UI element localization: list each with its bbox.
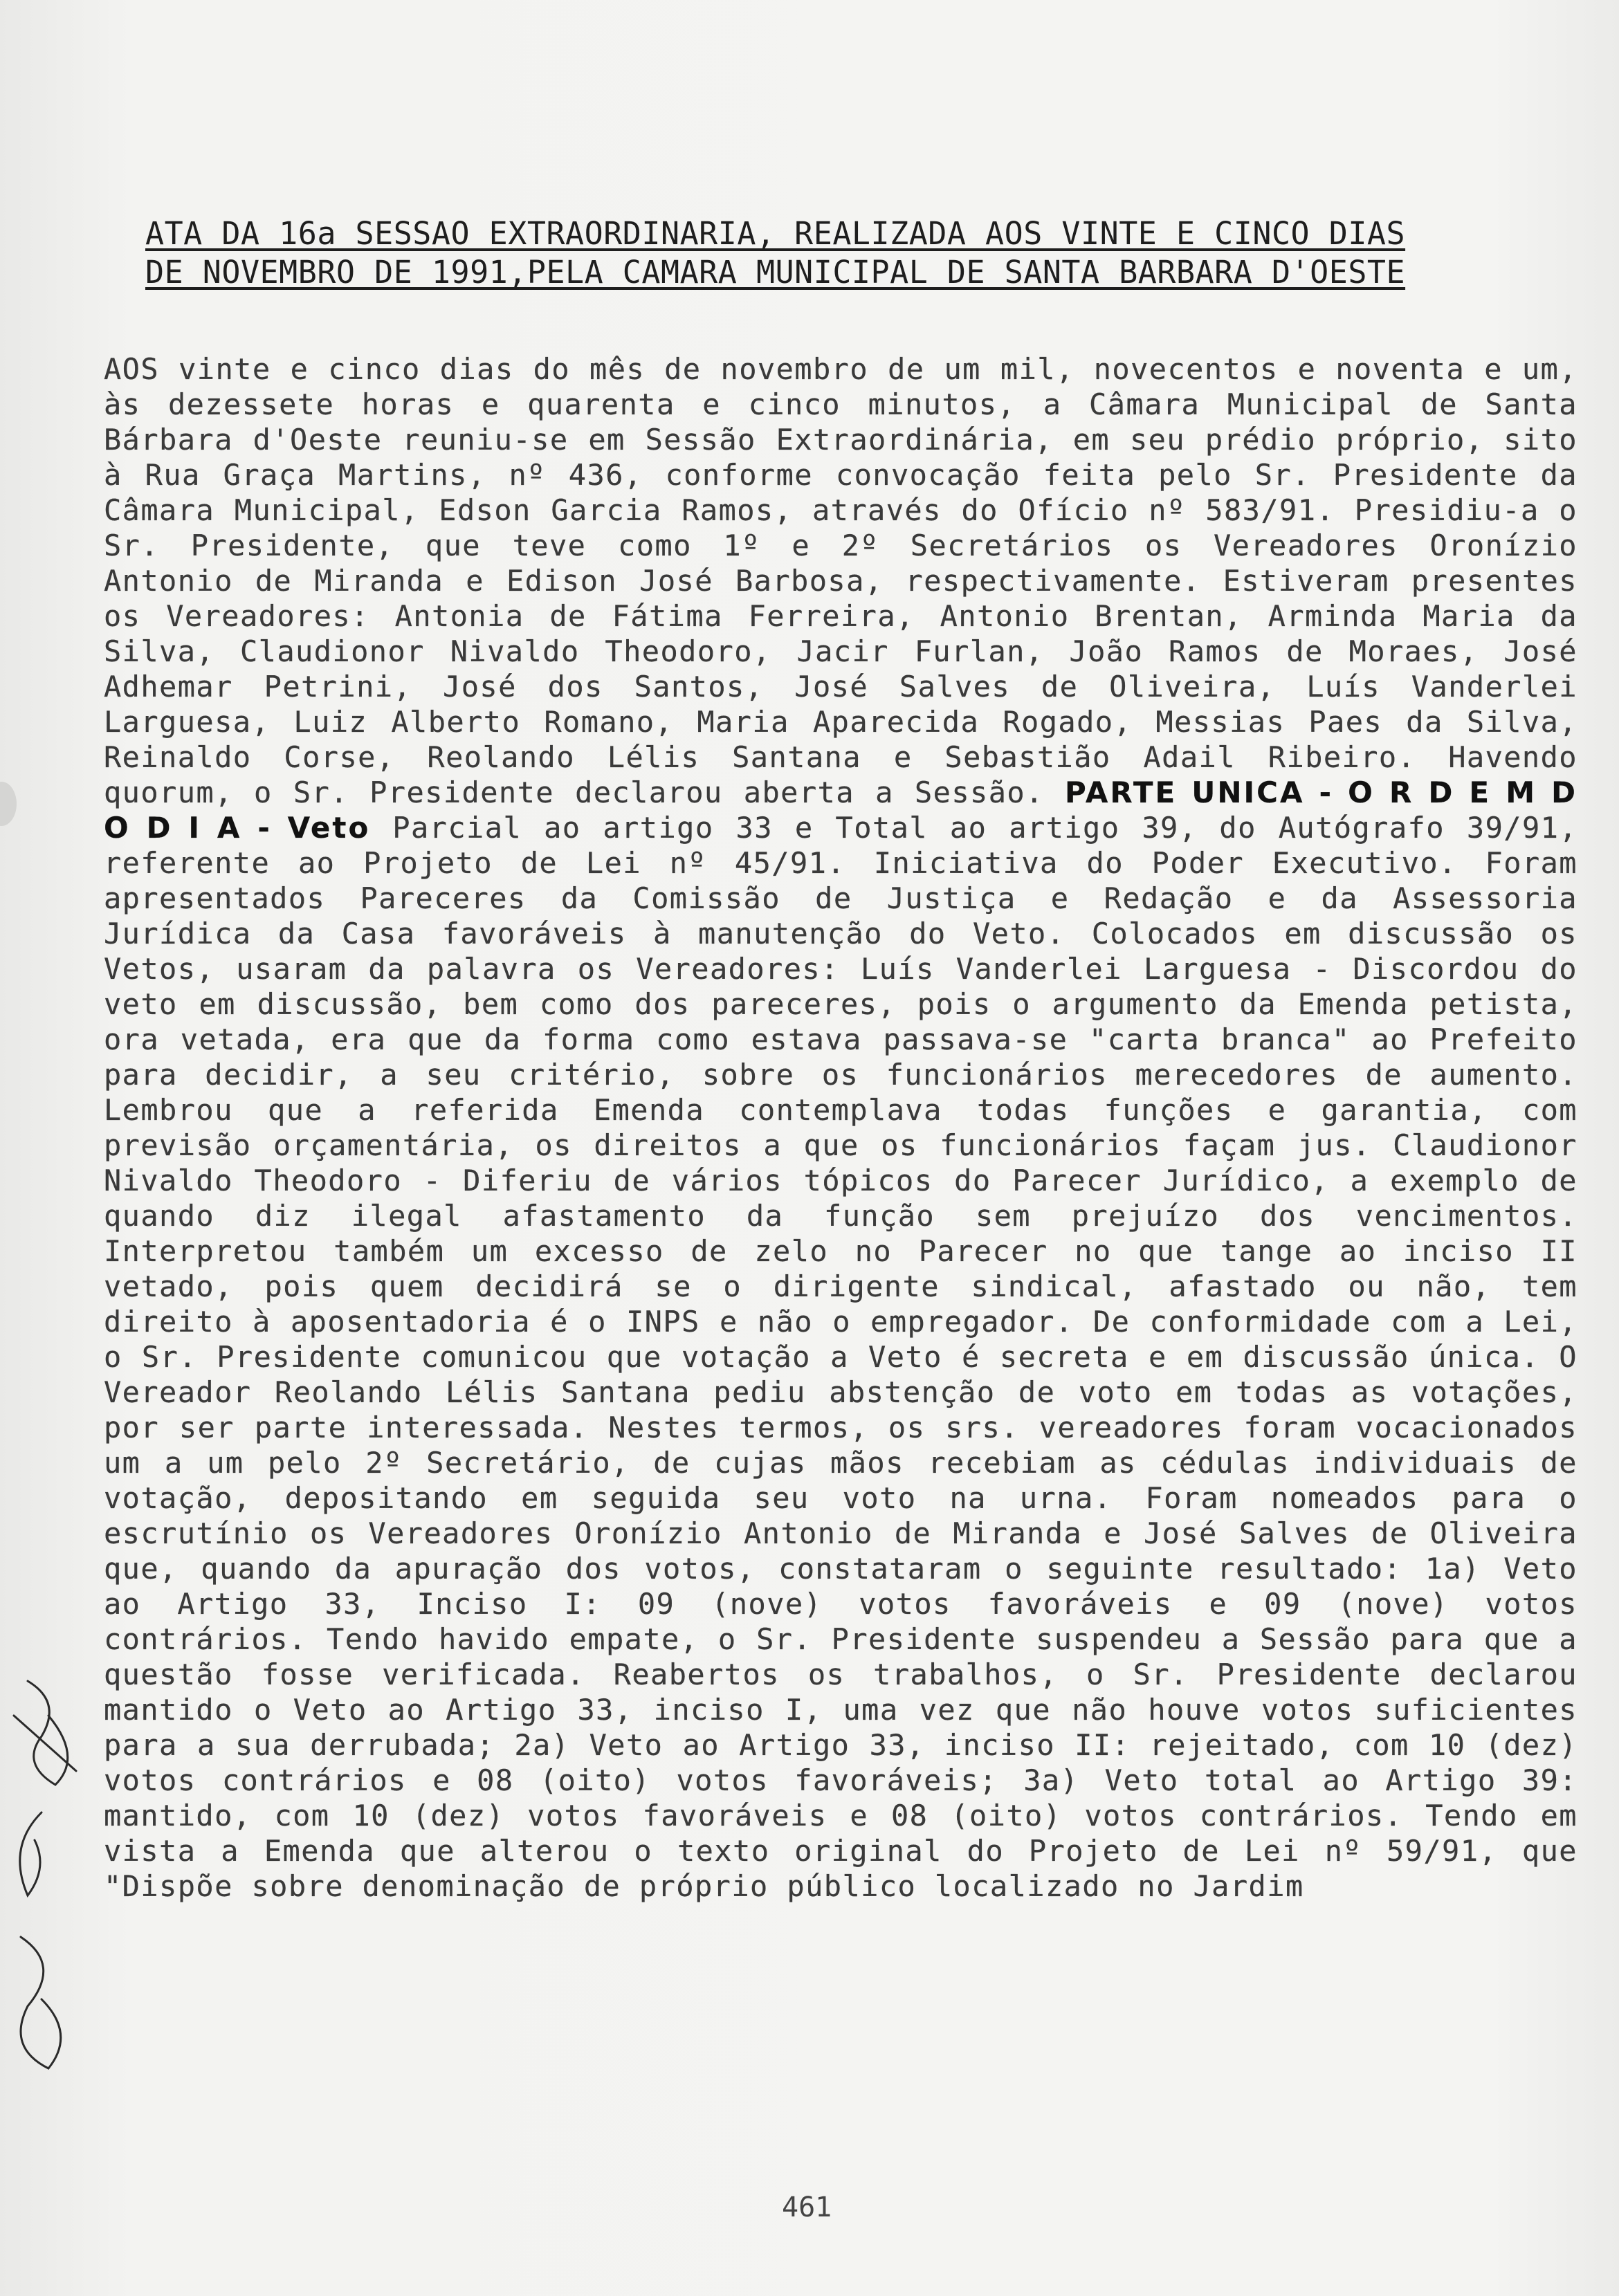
title-line-1: ATA DA 16a SESSAO EXTRAORDINARIA, REALIZADA AOS VINTE E CINCO DIAS [145, 215, 1406, 252]
agenda-heading: PARTE UNICA - O R D E M D O D I A - Veto [104, 775, 1577, 845]
page-number: 461 [782, 2192, 832, 2223]
intro-paragraph: AOS vinte e cinco dias do mês de novembro de um mil, novecentos e noventa e um, às dezessete horas e quarenta e cinco minutos, a Câmara Municipal de Santa Bárbara d'Oeste reuniu-se em Sessão Extraordinária, em seu prédio próprio, sito à Rua Graça Martins, nº 436, conforme convocação feita pelo Sr. Presidente da Câmara Municipal, Edson Garcia Ramos, através do Ofício nº 583/91. Presidiu-a o Sr. Presidente, que teve como 1º e 2º Secretários os Vereadores Oronízio Antonio de Miranda e Edison José Barbosa, respectivamente. Estiveram presentes os Vereadores: Antonia de Fátima Ferreira, Antonio Brentan, Arminda Maria da Silva, Claudionor Nivaldo Theodoro, Jacir Furlan, João Ramos de Moraes, José Adhemar Petrini, José dos Santos, José Salves de Oliveira, Luís Vanderlei Larguesa, Luiz Alberto Romano, Maria Aparecida Rogado, Messias Paes da Silva, Reinaldo Corse, Reolando Lélis Santana e Sebastião Adail Ribeiro. Havendo quorum, o Sr. Presidente declarou aberta a Sessão. [104, 352, 1577, 809]
title-line-2: DE NOVEMBRO DE 1991,PELA CAMARA MUNICIPAL DE SANTA BARBARA D'OESTE [145, 254, 1406, 291]
handwritten-signature [0, 1674, 104, 2089]
main-paragraph: Parcial ao artigo 33 e Total ao artigo 39, do Autógrafo 39/91, referente ao Projeto de Lei nº 45/91. Iniciativa do Poder Executivo. Foram apresentados Pareceres da Comissão de Justiça e Redação e da Assessoria Jurídica da Casa favoráveis à manutenção do Veto. Colocados em discussão os Vetos, usaram da palavra os Vereadores: Luís Vanderlei Larguesa - Discordou do veto em discussão, bem como dos pareceres, pois o argumento da Emenda petista, ora vetada, era que da forma como estava passava-se "carta branca" ao Prefeito para decidir, a seu critério, sobre os funcionários merecedores de aumento. Lembrou que a referida Emenda contemplava todas funções e garantia, com previsão orçamentária, os direitos a que os funcionários façam jus. Claudionor Nivaldo Theodoro - Diferiu de vários tópicos do Parecer Jurídico, a exemplo de quando diz ilegal afastamento da função sem prejuízo dos vencimentos. Interpretou também um excesso de zelo no Parecer no que tange ao inciso II vetado, pois quem decidirá se o dirigente sindical, afastado ou não, tem direito à aposentadoria é o INPS e não o empregador. De conformidade com a Lei, o Sr. Presidente comunicou que votação a Veto é secreta e em discussão única. O Vereador Reolando Lélis Santana pediu abstenção de voto em todas as votações, por ser parte interessada. Nestes termos, os srs. vereadores foram vocacionados um a um pelo 2º Secretário, de cujas mãos recebiam as cédulas individuais de votação, depositando em seguida seu voto na urna. Foram nomeados para o escrutínio os Vereadores Oronízio Antonio de Miranda e José Salves de Oliveira que, quando da apuração dos votos, constataram o seguinte resultado: 1a) Veto ao Artigo 33, Inciso I: 09 (nove) votos favoráveis e 09 (nove) votos contrários. Tendo havido empate, o Sr. Presidente suspendeu a Sessão para que a questão fosse verificada. Reabertos os trabalhos, o Sr. Presidente declarou mantido o Veto ao Artigo 33, inciso I, uma vez que não houve votos suficientes para a sua derrubada; 2a) Veto ao Artigo 33, inciso II: rejeitado, com 10 (dez) votos contrários e 08 (oito) votos favoráveis; 3a) Veto total ao Artigo 39: mantido, com 10 (dez) votos favoráveis e 08 (oito) votos contrários. Tendo em vista a Emenda que alterou o texto original do Projeto de Lei nº 59/91, que "Dispõe sobre denominação de próprio público localizado no Jardim [104, 811, 1578, 1903]
minutes-body [104, 351, 1577, 1904]
document-title [145, 214, 1522, 292]
binder-hole [0, 782, 17, 826]
